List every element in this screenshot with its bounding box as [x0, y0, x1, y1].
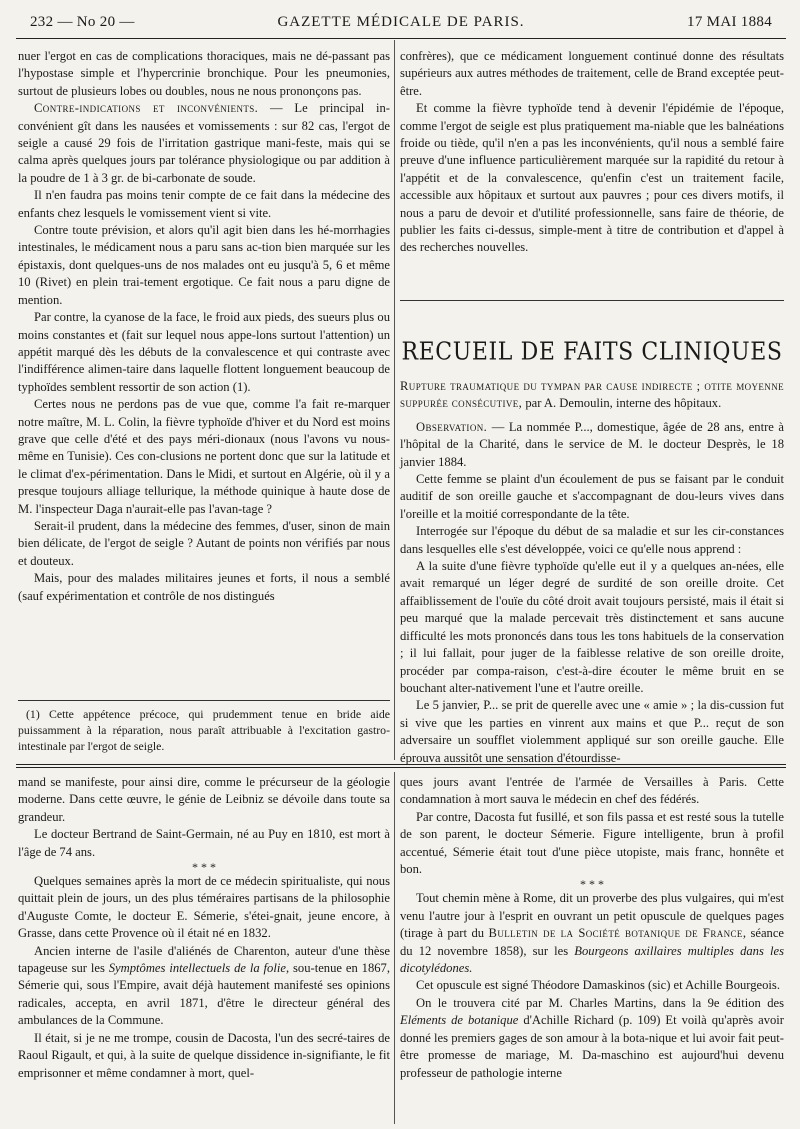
text-run: , séance du 12 novembre 1858), sur les	[400, 926, 785, 958]
paragraph: Quelques semaines après la mort de ce médecin spiritualiste, qui nous quittait plein de jours, un des plus téméraires partisans de la philosophie d'Auguste Comte, le docteur E. Sémerie, s'étei-gnait, jeune encore, à Grasse, dans cette Provence où il était né en 1832.	[18, 874, 390, 941]
observation-body: — La nommée P..., domestique, âgée de 28 ans, entre à l'hôpital de la Charité, dans le service de M. le docteur Desprès, le 18 janvier 1884.	[400, 419, 784, 469]
paragraph-contre-indications	[18, 100, 390, 187]
observation-paragraph	[400, 419, 784, 471]
paragraph: Le docteur Bertrand de Saint-Germain, né au Puy en 1810, est mort à l'âge de 74 ans.	[18, 827, 390, 859]
header-rule	[16, 38, 786, 39]
text-run: , sou-tenue en 1867, Sémerie qui, sous l'Empire, avait déjà hautement manifesté ses opinions radicales, accepta, en avril 1871, d'être le directeur général des ambulances de la Commune.	[18, 961, 390, 1028]
case-subtitle	[400, 378, 784, 413]
paragraph: Certes nous ne perdons pas de vue que, comme l'a fait re-marquer notre maître, M. L. Colin, la fièvre typhoïde d'hiver et du Nord est moins grave que celle d'été et des pays méri-dionaux (nous l'avons vu nous-même en Tunisie). Ces con-clusions ne portent donc que sur la latitude et le climat d'ex-périmentation. Dans le Midi, et surtout en Algérie, où il y a presque toujours alliage tellurique, la méthode quinique à haute dose de M. l'inspecteur Daga n'aurait-elle pas l'avan-tage ?	[18, 397, 390, 516]
paragraph: mand se manifeste, pour ainsi dire, comme le précurseur de la géologie moderne. Dans cette œuvre, le génie de Leibniz se dévoile dans toute sa grandeur.	[18, 775, 390, 824]
paragraph	[400, 995, 784, 1082]
column-lower-left	[18, 774, 390, 1082]
section-stars: * * *	[580, 877, 604, 892]
section-lead: Contre-indications et inconvénients.	[34, 101, 259, 116]
section-title: RECUEIL DE FAITS CLINIQUES	[401, 338, 783, 367]
column-divider-lower	[394, 772, 395, 1124]
text-run: On le trouvera cité par M. Charles Martins, dans la 9e édition des	[416, 995, 784, 1010]
observation-label: Observation.	[416, 419, 488, 434]
section-rule	[400, 300, 784, 301]
column-upper-right	[400, 48, 784, 257]
paragraph: Par contre, Dacosta fut fusillé, et son fils passa et est resté sous la tutelle de son parent, le docteur Sémerie. Figure intelligente, brun à profil accentué, Sémerie était tout d'une pièce utopiste, mais franc, honnête et bon.	[400, 809, 784, 877]
text-run: Tout chemin mène à Rome, dit un proverbe des plus vulgaires, qui m'est venu l'autre jour à l'esprit en ouvrant un petit opuscule de quelques pages (tirage à part du	[400, 891, 784, 941]
paragraph: Contre toute prévision, et alors qu'il agit bien dans les hé-morrhagies intestinales, le médicament nous a paru sans ac-tion bien marquée sur les épistaxis, dont quelques-uns de nos malades ont eu jusqu'à 5, 6 et même 10 (Rivet) en plein trai-tement ergotique. Ce fait nous a paru digne de mention.	[18, 223, 390, 307]
text-run: d'Achille Richard (p. 109) Et voilà qu'après avoir donné les premiers gages de son amour à la bota-nique et lui avoir fait peut-être promesse de mariage, M. Da-maschino est aujourd'hui devenu professeur de pathologie interne	[400, 1013, 784, 1080]
footnote-text: (1) Cette appétence précoce, qui prudemment tenue en bride aide puissamment à la réparation, nous paraît attribuable à l'excitation gastro-intestinale par l'ergot de seigle.	[18, 707, 390, 753]
text-run: Ancien interne de l'asile d'aliénés de Charenton, auteur d'une thèse tapageuse sur les	[18, 943, 390, 976]
paragraph: ques jours avant l'entrée de l'armée de Versailles à Paris. Cette condamnation à mort sauva le médecin en chef des fédérés.	[400, 775, 784, 807]
paragraph: Et comme la fièvre typhoïde tend à devenir l'épidémie de l'époque, comme l'ergot de seigle est plus pratiquement ma-niable que les balnéations froide ou tiède, qu'il n'en a pas les inconvénients, qu'il nous a semblé faire preuve d'une influence particulièrement marquée sur la rapidité du retour à l'appétit et de la convalescence, qu'enfin c'est un traitement facile, accessible aux hôpitaux et surtout aux pauvres ; pour ces divers motifs, il nous a paru de devoir et d'utilité professionnelle, sans faire de théorie, de publier les faits ci-dessus, simple-ment à titre de contribution et d'appel à des recherches nouvelles.	[400, 101, 784, 255]
paragraph: A la suite d'une fièvre typhoïde qu'elle eut il y a quelques an-nées, elle avait remarqué un léger degré de surdité de son oreille droite. Cet affaiblissement de l'ouïe du côté droit avait toujours persisté, mais il était si peu marqué que la malade percevait très distinctement et sans aucune difficulté les mots prononcés dans tous les tons habituels de la conservation ; il lui fallait, pour juger de la faiblesse relative de son oreille droite, procéder par compa-raison, c'est-à-dire écouter le même bruit en se bouchant alter-nativement l'une et l'autre oreille.	[400, 559, 784, 695]
italic-title: Eléments de botanique	[400, 1013, 519, 1028]
paragraph: confrères), que ce médicament longuement continué donne des résultats supérieurs aux autres méthodes de traitement, celle de Brand exceptée peut-être.	[400, 49, 784, 98]
paragraph: Cet opuscule est signé Théodore Damaskinos (sic) et Achille Bourgeois.	[416, 978, 780, 993]
italic-title: Symptômes intellectuels de la folie	[108, 961, 286, 976]
bulletin-title: Bulletin de la Société botanique de France	[488, 926, 743, 941]
paragraph: Par contre, la cyanose de la face, le froid aux pieds, des sueurs plus ou moins constantes et (fait sur lequel nous appe-lons surtout l'attention) un appétit marqué dès les débuts de la convalescence et qui contraste avec l'indifférence alimen-taire dans laquelle flottent longuement beaucoup de typhoïdes semblent ressortir de son action (1).	[18, 310, 390, 394]
paragraph: Cette femme se plaint d'un écoulement de pus se faisant par le conduit auditif de son oreille gauche et s'accompagnant de dou-leurs vives dans l'oreille et la moitié correspondante de la tête.	[400, 472, 784, 521]
column-upper-left	[18, 48, 390, 605]
page-header	[30, 12, 772, 36]
section-stars: * * *	[192, 860, 216, 875]
paragraph: Serait-il prudent, dans la médecine des femmes, d'user, sinon de main bien délicate, de l'ergot de seigle ? Autant de points non vérifiés par nous et douteux.	[18, 518, 390, 568]
feuilleton-rule-inner	[16, 767, 786, 768]
paragraph: Il était, si je ne me trompe, cousin de Dacosta, l'un des secré-taires de Raoul Rigault, et qui, à la suite de quelque dissidence in-signifiante, le fit emprisonner et même condamner à mort, quel-	[18, 1030, 390, 1080]
column-lower-right	[400, 774, 784, 1082]
column-divider	[394, 40, 395, 760]
page-number: 232 — No 20 —	[30, 14, 135, 30]
case-author: par A. Demoulin, interne des hôpitaux.	[522, 396, 722, 411]
paragraph	[400, 890, 784, 977]
paragraph: Il n'en faudra pas moins tenir compte de ce fait dans la médecine des enfants chez lesquels le vomissement vient si vite.	[18, 188, 390, 220]
italic-title: Bourgeons axillaires multiples dans les dicotylédones.	[400, 943, 784, 976]
paragraph-body: — Le principal in-convénient gît dans les nausées et vomissements : sur 82 cas, l'ergot de seigle a causé 29 fois de l'irritation gastrique mani-feste, mais qui se calma après quelques jours par tolérance physiologique ou par addition à la poudre de 1 à 3 gr. de bi-carbonate de soude.	[18, 101, 390, 185]
paragraph: Mais, pour des malades militaires jeunes et forts, il nous a semblé (sauf expérimentation et contrôle de nos distingués	[18, 571, 390, 603]
feuilleton-rule	[16, 764, 786, 765]
paragraph	[18, 943, 390, 1030]
journal-title: GAZETTE MÉDICALE DE PARIS.	[277, 14, 525, 30]
footnote	[18, 706, 390, 754]
paragraph: Le 5 janvier, P... se prit de querelle avec une « amie » ; la dis-cussion fut si vive que les parties en vinrent aux mains et que P... reçut de son adversaire un soufflet violemment appliqué sur son oreille gauche. Elle éprouva aussitôt une sensation d'étourdisse-	[400, 698, 784, 765]
paragraph: Interrogée sur l'époque du début de sa maladie et sur les cir-constances dans lesquelles elle s'est développée, voici ce qu'elle nous apprend :	[400, 524, 784, 556]
clinical-case-column	[400, 378, 784, 767]
case-title: Rupture traumatique du tympan par cause indirecte ; otite moyenne suppurée consécutive,	[400, 379, 784, 411]
paragraph: nuer l'ergot en cas de complications thoraciques, mais ne dé-passant pas l'hypostase simple et l'hypercrinie bronchique. Pour les pneumonies, surtout de plusieurs lobes ou doubles, nous ne nous prononçons pas.	[18, 49, 390, 98]
footnote-rule	[18, 700, 390, 701]
issue-date: 17 MAI 1884	[687, 14, 772, 30]
